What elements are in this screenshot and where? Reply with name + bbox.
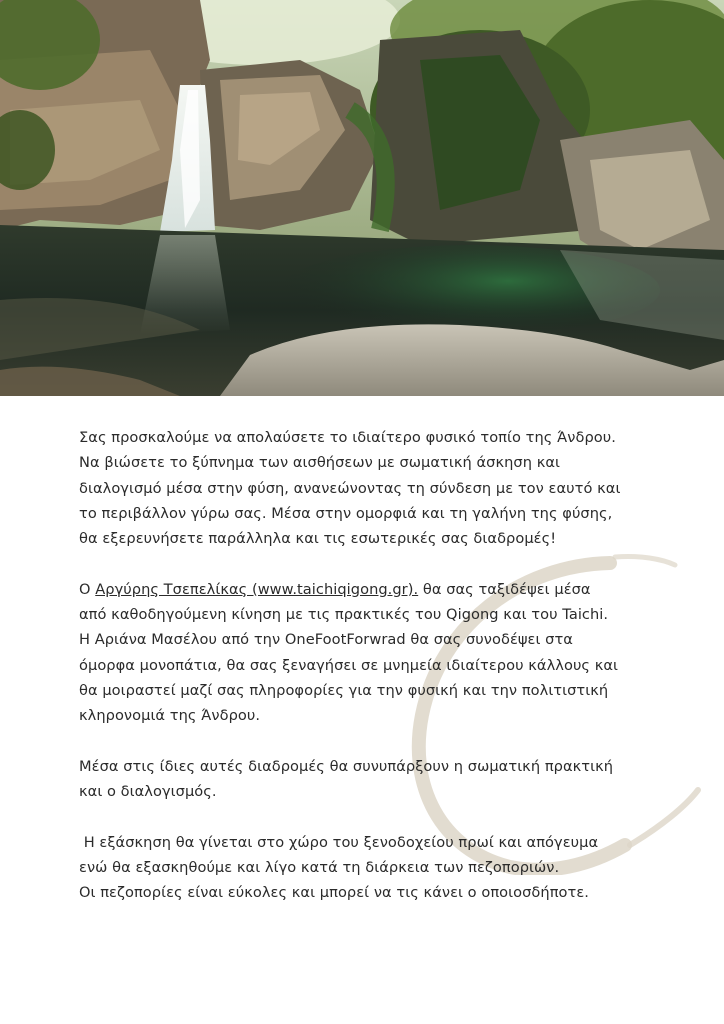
intro-paragraph: [79, 425, 669, 551]
paragraph-gap: [79, 804, 669, 829]
text-line: θα μοιραστεί μαζί σας πληροφορίες για την φυσική και την πολιτιστική: [79, 681, 609, 699]
text-line: και ο διαλογισμός.: [79, 783, 217, 801]
text-line: κληρονομιά της Άνδρου.: [79, 707, 261, 725]
paragraph-gap: [79, 551, 669, 576]
text-line: Μέσα στις ίδιες αυτές διαδρομές θα συνυπάρξουν η σωματική πρακτική: [79, 757, 614, 775]
text-line: Η εξάσκηση θα γίνεται στο χώρο του ξενοδοχείου πρωί και απόγευμα: [79, 833, 599, 851]
schedule-paragraph: [79, 830, 669, 906]
text-line: από καθοδηγούμενη κίνηση με τις πρακτικές του Qigong και του Taichi.: [79, 606, 609, 624]
text-line: Να βιώσετε το ξύπνημα των αισθήσεων με σωματική άσκηση και: [79, 454, 561, 472]
text-line: Η Αριάνα Μασέλου από την OneFootForwrad θα σας συνοδέψει στα: [79, 631, 573, 649]
waterfall-pool-photo: [0, 0, 724, 396]
text-line: θα εξερευνήσετε παράλληλα και τις εσωτερικές σας διαδρομές!: [79, 530, 557, 548]
paragraph-gap: [79, 729, 669, 754]
text-fragment: θα σας ταξιδέψει μέσα: [418, 580, 591, 598]
text-line: ενώ θα εξασκηθούμε και λίγο κατά τη διάρκεια των πεζοποριών.: [79, 859, 560, 877]
text-line: Οι πεζοπορίες είναι εύκολες και μπορεί να τις κάνει ο οποιοσδήποτε.: [79, 884, 589, 902]
text-line: όμορφα μονοπάτια, θα σας ξεναγήσει σε μνημεία ιδιαίτερου κάλλους και: [79, 656, 619, 674]
text-line: [79, 577, 669, 602]
instructor-website-link[interactable]: Αργύρης Τσεπελίκας (www.taichiqigong.gr).: [95, 580, 419, 598]
body-text: [79, 425, 669, 906]
guides-paragraph: [79, 577, 669, 729]
text-fragment: Ο: [79, 580, 96, 598]
text-line: Σας προσκαλούμε να απολαύσετε το ιδιαίτερο φυσικό τοπίο της Άνδρου.: [79, 429, 616, 446]
text-line: διαλογισμό μέσα στην φύση, ανανεώνοντας τη σύνδεση με τον εαυτό και: [79, 479, 621, 497]
text-line: το περιβάλλον γύρω σας. Μέσα στην ομορφιά και τη γαλήνη της φύσης,: [79, 504, 613, 522]
practice-paragraph: [79, 754, 669, 805]
